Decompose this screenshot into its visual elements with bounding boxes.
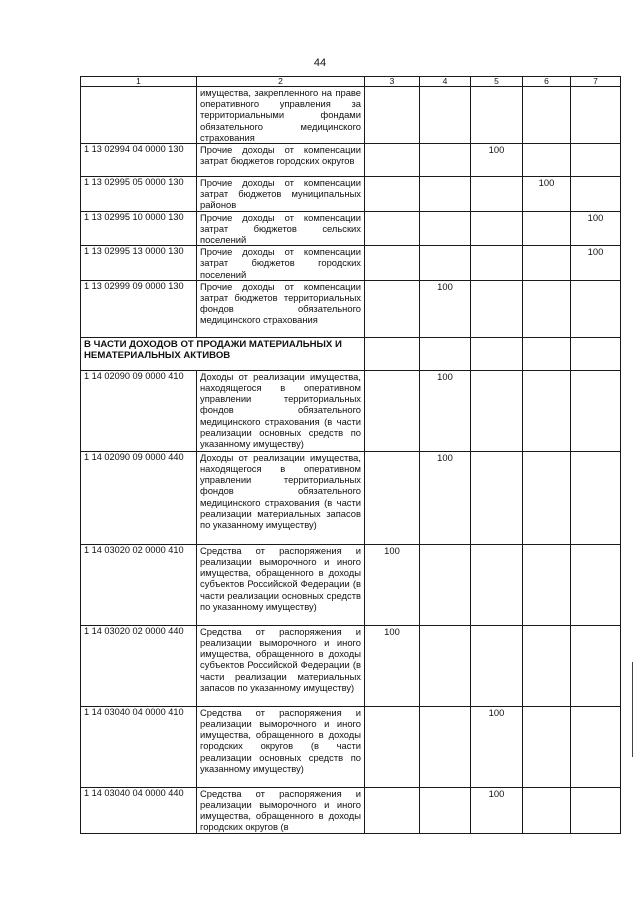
revenue-code: 1 13 02995 13 0000 130 (81, 246, 197, 281)
revenue-description: Прочие доходы от компенсации затрат бюджетов городских поселений (197, 246, 365, 281)
budget-share-cell: 100 (571, 211, 621, 246)
table-row (81, 280, 621, 337)
revenue-description: Средства от распоряжения и реализации выморочного и иного имущества, обращенного в доходы субъектов Российской Федерации (в части реализации материальных запасов по указанному имуществу) (197, 625, 365, 706)
revenue-code: 1 14 03040 04 0000 410 (81, 706, 197, 787)
budget-share-cell (571, 280, 621, 337)
empty-cell (571, 337, 621, 370)
revenue-code: 1 14 03020 02 0000 440 (81, 625, 197, 706)
table-row (81, 706, 621, 787)
budget-share-cell: 100 (471, 706, 523, 787)
budget-share-cell (420, 177, 471, 212)
revenue-code: 1 14 02090 09 0000 410 (81, 370, 197, 451)
revenue-distribution-table (80, 76, 621, 834)
page-number: 44 (313, 57, 327, 69)
budget-share-cell (365, 787, 420, 833)
budget-share-cell (571, 625, 621, 706)
column-header: 3 (365, 77, 420, 87)
budget-share-cell: 100 (420, 451, 471, 544)
budget-share-cell (523, 211, 571, 246)
empty-cell (471, 337, 523, 370)
budget-share-cell (471, 451, 523, 544)
table-row (81, 787, 621, 833)
empty-cell (365, 337, 420, 370)
table-row (81, 177, 621, 212)
budget-share-cell: 100 (365, 544, 420, 625)
revenue-description: Доходы от реализации имущества, находящегося в оперативном управлении территориальных фондов обязательного медицинского страхования (в части реализации основных средств по указанному имуществу) (197, 370, 365, 451)
column-header: 6 (523, 77, 571, 87)
budget-share-cell (571, 706, 621, 787)
budget-share-cell: 100 (420, 370, 471, 451)
budget-share-cell (523, 544, 571, 625)
budget-share-cell: 100 (471, 787, 523, 833)
budget-share-cell: 100 (471, 144, 523, 177)
revenue-description: Средства от распоряжения и реализации выморочного и иного имущества, обращенного в доходы городских округов (в (197, 787, 365, 833)
empty-cell (420, 337, 471, 370)
budget-share-cell (420, 246, 471, 281)
budget-share-cell (365, 280, 420, 337)
budget-share-cell (420, 87, 471, 144)
budget-share-cell (365, 706, 420, 787)
budget-share-cell: 100 (365, 625, 420, 706)
budget-share-cell (471, 370, 523, 451)
table-row (81, 451, 621, 544)
table-row (81, 246, 621, 281)
table-row (81, 87, 621, 144)
revenue-description: Прочие доходы от компенсации затрат бюджетов территориальных фондов обязательного медицинского страхования (197, 280, 365, 337)
revenue-description: Прочие доходы от компенсации затрат бюджетов сельских поселений (197, 211, 365, 246)
budget-share-cell (365, 177, 420, 212)
budget-share-cell (523, 370, 571, 451)
section-heading-row (81, 337, 621, 370)
budget-share-cell (420, 144, 471, 177)
budget-share-cell (523, 280, 571, 337)
budget-share-cell: 100 (523, 177, 571, 212)
budget-share-cell (365, 370, 420, 451)
budget-share-cell (471, 246, 523, 281)
budget-share-cell (365, 246, 420, 281)
budget-share-cell (571, 787, 621, 833)
column-header: 5 (471, 77, 523, 87)
table-row (81, 144, 621, 177)
budget-share-cell (471, 544, 523, 625)
budget-share-cell (571, 544, 621, 625)
budget-share-cell (571, 87, 621, 144)
revenue-description: Средства от распоряжения и реализации выморочного и иного имущества, обращенного в доходы субъектов Российской Федерации (в части реализации основных средств по указанному имуществу) (197, 544, 365, 625)
budget-share-cell (471, 177, 523, 212)
table-row (81, 370, 621, 451)
section-heading: В ЧАСТИ ДОХОДОВ ОТ ПРОДАЖИ МАТЕРИАЛЬНЫХ И НЕМАТЕРИАЛЬНЫХ АКТИВОВ (81, 337, 365, 370)
budget-share-cell (365, 451, 420, 544)
budget-share-cell (571, 144, 621, 177)
budget-share-cell (420, 544, 471, 625)
budget-share-cell (420, 211, 471, 246)
column-header: 1 (81, 77, 197, 87)
budget-share-cell (365, 211, 420, 246)
revenue-code (81, 87, 197, 144)
budget-share-cell (571, 177, 621, 212)
budget-share-cell: 100 (420, 280, 471, 337)
column-header: 7 (571, 77, 621, 87)
budget-share-cell (523, 144, 571, 177)
budget-share-cell (523, 625, 571, 706)
budget-share-cell (523, 87, 571, 144)
budget-share-cell: 100 (571, 246, 621, 281)
revenue-code: 1 13 02995 10 0000 130 (81, 211, 197, 246)
revenue-code: 1 13 02994 04 0000 130 (81, 144, 197, 177)
budget-share-cell (523, 451, 571, 544)
revenue-code: 1 14 03020 02 0000 410 (81, 544, 197, 625)
revenue-description: Средства от распоряжения и реализации выморочного и иного имущества, обращенного в доходы городских округов (в части реализации основных средств по указанному имуществу) (197, 706, 365, 787)
budget-share-cell (471, 87, 523, 144)
revenue-code: 1 13 02995 05 0000 130 (81, 177, 197, 212)
budget-share-cell (471, 625, 523, 706)
column-header: 2 (197, 77, 365, 87)
budget-share-cell (420, 787, 471, 833)
budget-share-cell (523, 246, 571, 281)
table-row (81, 544, 621, 625)
budget-share-cell (420, 625, 471, 706)
revenue-code: 1 14 02090 09 0000 440 (81, 451, 197, 544)
revenue-code: 1 13 02999 09 0000 130 (81, 280, 197, 337)
budget-share-cell (571, 451, 621, 544)
table-row (81, 211, 621, 246)
revenue-description: имущества, закрепленного на праве оперативного управления за территориальными фондами обязательного медицинского страхования (197, 87, 365, 144)
budget-share-cell (523, 706, 571, 787)
budget-share-cell (471, 280, 523, 337)
budget-share-cell (365, 144, 420, 177)
empty-cell (523, 337, 571, 370)
revenue-description: Прочие доходы от компенсации затрат бюджетов городских округов (197, 144, 365, 177)
budget-share-cell (471, 211, 523, 246)
budget-share-cell (365, 87, 420, 144)
revenue-description: Прочие доходы от компенсации затрат бюджетов муниципальных районов (197, 177, 365, 212)
column-header: 4 (420, 77, 471, 87)
revenue-code: 1 14 03040 04 0000 440 (81, 787, 197, 833)
budget-share-cell (571, 370, 621, 451)
table-row (81, 625, 621, 706)
revenue-description: Доходы от реализации имущества, находящегося в оперативном управлении территориальных фондов обязательного медицинского страхования (в части реализации материальных запасов по указанному имуществу) (197, 451, 365, 544)
scan-margin-line (632, 662, 633, 757)
budget-share-cell (420, 706, 471, 787)
budget-share-cell (523, 787, 571, 833)
column-header-row (81, 77, 621, 87)
